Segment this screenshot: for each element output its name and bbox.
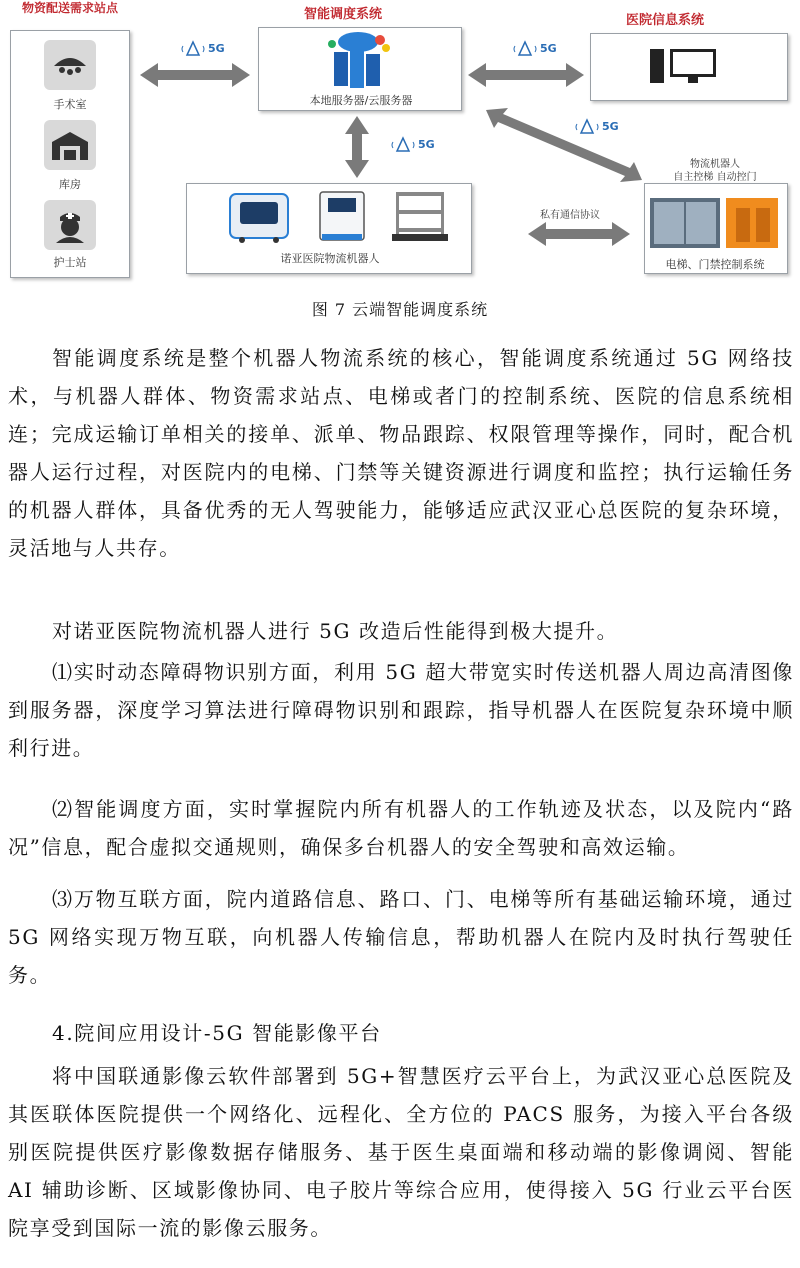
paragraph-core-system: 智能调度系统是整个机器人物流系统的核心，智能调度系统通过 5G 网络技术，与机器人群体、物资需求站点、电梯或者门的控制系统、医院的信息系统相连；完成运输订单相关的接单、派单、物品跟踪、权限管理等操作，同时，配合机器人运行过程，对医院内的电梯、门禁等关键资源进行调度和监控；执行运输任务的机器人群体，具备优秀的无人驾驶能力，能够适应武汉亚心总医院的复杂环境，灵活地与人共存。 (8, 346, 794, 560)
stations-title: 物资配送需求站点 (21, 1, 118, 15)
elevator-title-line1: 物流机器人 (690, 159, 740, 170)
figure-cloud-dispatch (0, 0, 800, 290)
paragraph-imaging-platform: 将中国联通影像云软件部署到 5G+智慧医疗云平台上，为武汉亚心总医院及其医联体医院提供一个网络化、远程化、全方位的 PACS 服务，为接入平台各级别医院提供医疗影像数据存储服务、基于医生桌面端和移动端的影像调阅、智能 AI 辅助诊断、区域影像协同、电子胶片等综合应用，使得接入 5G 行业云平台医院享受到国际一流的影像云服务。 (8, 1064, 794, 1240)
elevator-title-line2: 自主控梯 自动控门 (673, 172, 757, 183)
his-title: 医院信息系统 (626, 13, 705, 28)
arrow-stations-dispatch (140, 63, 250, 87)
robots-caption: 诺亚医院物流机器人 (280, 252, 380, 265)
5g-label: 5G (540, 41, 557, 55)
section-heading: 4.院间应用设计-5G 智能影像平台 (52, 1021, 382, 1045)
paragraph-5g-upgrade: 对诺亚医院物流机器人进行 5G 改造后性能得到极大提升。 (52, 619, 619, 643)
dispatch-title: 智能调度系统 (304, 7, 383, 22)
5g-tag (574, 118, 619, 134)
arrow-dispatch-his (468, 63, 584, 87)
arrow-robots-elevator (528, 222, 630, 246)
protocol-label: 私有通信协议 (540, 210, 600, 221)
5g-label: 5G (602, 119, 619, 133)
5g-tag (512, 40, 557, 56)
arrow-dispatch-robots (345, 116, 369, 178)
station-label-surgery: 手术室 (53, 98, 87, 111)
station-label-warehouse: 库房 (59, 178, 81, 191)
figure-caption: 图 7 云端智能调度系统 (311, 300, 489, 319)
5g-label: 5G (418, 137, 435, 151)
5g-tag (390, 136, 435, 152)
paragraph-obstacle-recognition: ⑴实时动态障碍物识别方面，利用 5G 超大带宽实时传送机器人周边高清图像到服务器，深度学习算法进行障碍物识别和跟踪，指导机器人在医院复杂环境中顺利行进。 (8, 660, 794, 760)
paragraph-smart-dispatch: ⑵智能调度方面，实时掌握院内所有机器人的工作轨迹及状态，以及院内“路况”信息，配合虚拟交通规则，确保多台机器人的安全驾驶和高效运输。 (8, 797, 794, 859)
paragraph-iot: ⑶万物互联方面，院内道路信息、路口、门、电梯等所有基础运输环境，通过 5G 网络实现万物互联，向机器人传输信息，帮助机器人在院内及时执行驾驶任务。 (8, 887, 794, 987)
elevator-caption: 电梯、门禁控制系统 (665, 258, 765, 271)
dispatch-caption: 本地服务器/云服务器 (309, 94, 413, 107)
station-label-nurse: 护士站 (53, 256, 87, 269)
5g-tag (180, 40, 225, 56)
5g-label: 5G (208, 41, 225, 55)
